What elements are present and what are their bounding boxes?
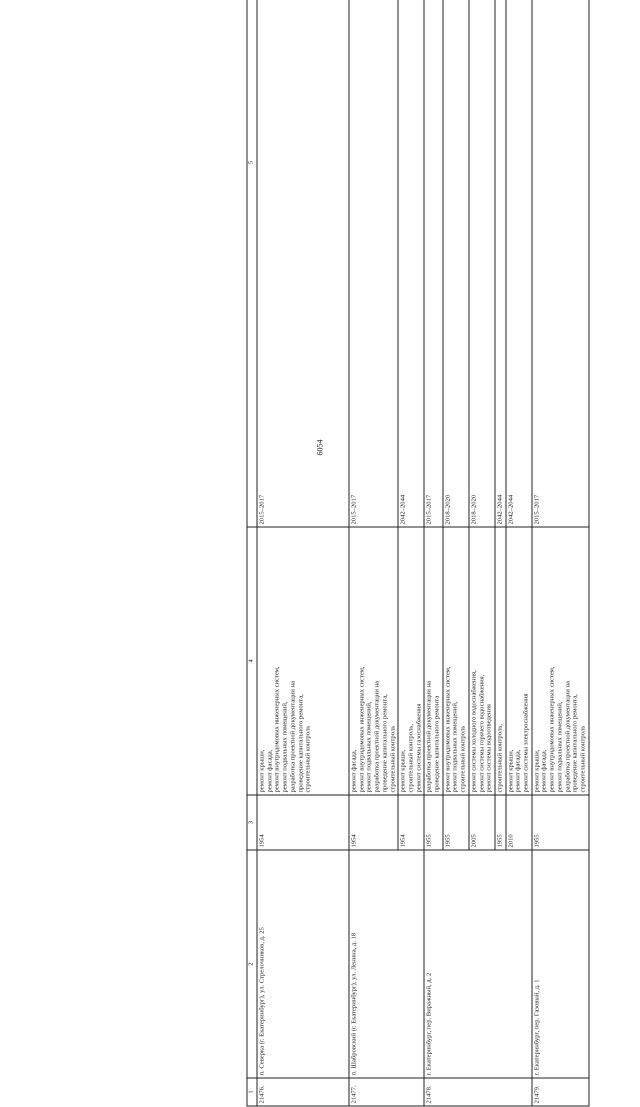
repair-period: 2042–2044 [506, 0, 532, 527]
rotated-table-container [247, 0, 587, 1107]
repair-period: 2018–2020 [469, 0, 495, 527]
column-header: 3 [247, 795, 257, 850]
column-header: 5 [247, 0, 257, 527]
table-row [349, 0, 398, 1106]
row-number: 21479. [532, 1078, 589, 1106]
repair-period: 2018–2020 [443, 0, 469, 527]
work-item: ремонт крыши, [507, 749, 515, 793]
work-item: ремонт внутридомовых инженерных систем, [358, 666, 366, 793]
work-item: строительный контроль [304, 725, 312, 793]
repair-period: 2015–2017 [532, 0, 589, 527]
work-item: ремонт фасада, [514, 749, 522, 793]
column-header: 4 [247, 527, 257, 795]
column-number-row [247, 0, 257, 1106]
work-item: ремонт фасада, [266, 749, 274, 793]
work-item: ремонт крыши, [258, 749, 266, 793]
work-item: строительный контроль, [496, 724, 504, 793]
works-list [424, 527, 442, 795]
commission-year: 1955 [532, 795, 589, 850]
row-number: 21477. [349, 1078, 424, 1106]
commission-year: 1954 [398, 795, 424, 850]
page-number: 6054 [315, 439, 325, 456]
work-item: ремонт внутридомовых инженерных систем, [273, 666, 281, 793]
work-item: проведение капитального ремонта [433, 695, 441, 793]
work-item: ремонт системы электроснабжения [522, 693, 530, 793]
work-item: разработка проектной документации на [289, 681, 297, 793]
commission-year: 1955 [495, 795, 506, 850]
work-item: проведение капитального ремонта, [571, 694, 579, 793]
row-address: г. Екатеринбург, пер. Виражный, д. 2 [424, 850, 531, 1078]
repair-period: 2015–2017 [424, 0, 442, 527]
works-list [257, 527, 349, 795]
works-list [349, 527, 398, 795]
repair-period: 2042–2044 [398, 0, 424, 527]
work-item: ремонт подвальных помещений, [451, 701, 459, 793]
row-address: г. Екатеринбург, пер. Газовый, д. 1 [532, 850, 589, 1078]
commission-year: 1955 [443, 795, 469, 850]
work-item: ремонт внутридомовых инженерных систем, [444, 666, 452, 793]
work-item: ремонт крыши, [533, 749, 541, 793]
commission-year: 1955 [424, 795, 442, 850]
works-list [469, 527, 495, 795]
column-header: 1 [247, 1078, 257, 1106]
work-item: ремонт подвальных помещений, [281, 701, 289, 793]
repair-schedule-table [247, 0, 590, 1107]
works-list [443, 527, 469, 795]
works-list [495, 527, 506, 795]
row-number: 21476. [257, 1078, 349, 1106]
work-item: ремонт подвальных помещений, [556, 701, 564, 793]
commission-year: 2005 [469, 795, 495, 850]
work-item: строительный контроль [389, 725, 397, 793]
row-address: п. Северка (г. Екатеринбург), ул. Стрелочников, д. 25 [257, 850, 349, 1078]
work-item: ремонт крыши, [399, 749, 407, 793]
repair-period: 2015–2017 [349, 0, 398, 527]
commission-year: 1954 [257, 795, 349, 850]
work-item: разработка проектной документации на [564, 681, 572, 793]
table-row [257, 0, 349, 1106]
work-item: строительный контроль [579, 725, 587, 793]
work-item: ремонт системы горячего водоснабжения, [478, 674, 486, 793]
table-row [532, 0, 589, 1106]
works-list [398, 527, 424, 795]
commission-year: 2010 [506, 795, 532, 850]
table-body [257, 0, 589, 1106]
row-number: 21478. [424, 1078, 531, 1106]
works-list [532, 527, 589, 795]
work-item: проведение капитального ремонта, [297, 694, 305, 793]
table-row [424, 0, 442, 1106]
work-item: ремонт системы холодного водоснабжения, [470, 670, 478, 793]
column-header: 2 [247, 850, 257, 1078]
works-list [506, 527, 532, 795]
repair-period: 2042–2044 [495, 0, 506, 527]
work-item: ремонт системы газоснабжения [415, 703, 423, 793]
work-item: строительный контроль [459, 725, 467, 793]
work-item: ремонт фасада, [350, 749, 358, 793]
row-address: п. Шабровский (г. Екатеринбург), ул. Ленина, д. 18 [349, 850, 424, 1078]
work-item: ремонт фасада, [540, 749, 548, 793]
work-item: разработка проектной документации на [373, 681, 381, 793]
repair-period: 2015–2017 [257, 0, 349, 527]
commission-year: 1954 [349, 795, 398, 850]
work-item: строительный контроль, [407, 724, 415, 793]
work-item: ремонт системы водоотведения [485, 704, 493, 793]
work-item: проведение капитального ремонта, [381, 694, 389, 793]
work-item: разработка проектной документации на [425, 681, 433, 793]
work-item: ремонт внутридомовых инженерных систем, [548, 666, 556, 793]
work-item: ремонт подвальных помещений, [365, 701, 373, 793]
